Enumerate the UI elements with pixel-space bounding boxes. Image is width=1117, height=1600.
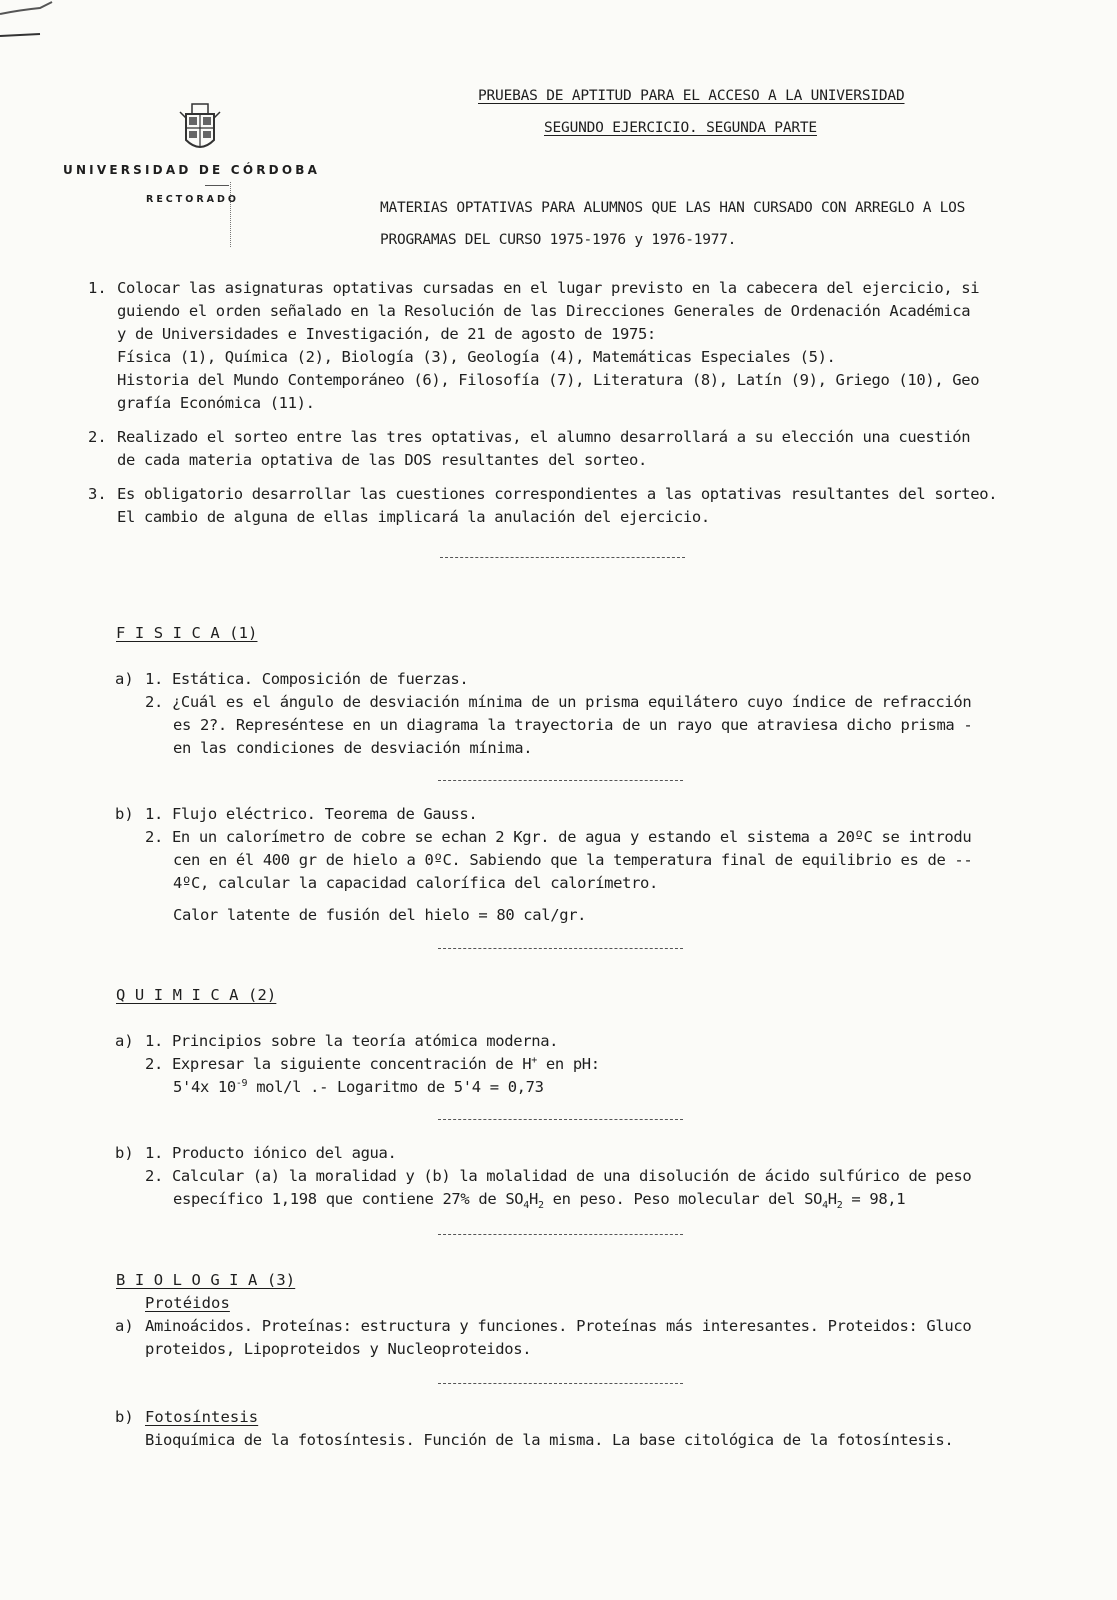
instruction-line: grafía Económica (11).	[117, 394, 315, 412]
item-label: a)	[115, 670, 134, 688]
instruction-line: Historia del Mundo Contemporáneo (6), Filosofía (7), Literatura (8), Latín (9), Griego (10), Geo	[117, 371, 980, 389]
question-line: proteidos, Lipoproteidos y Nucleoproteidos.	[145, 1340, 532, 1358]
section-heading-fisica: F I S I C A (1)	[116, 624, 258, 642]
question-line: 1. Principios sobre la teoría atómica moderna.	[145, 1032, 559, 1050]
question-line: Bioquímica de la fotosíntesis. Función de la misma. La base citológica de la fotosíntesis.	[145, 1431, 954, 1449]
question-line: es 2?. Represéntese en un diagrama la trayectoria de un rayo que atraviesa dicho prisma -	[173, 716, 973, 734]
instruction-number: 2.	[88, 428, 107, 446]
instruction-line: y de Universidades e Investigación, de 21 de agosto de 1975:	[117, 325, 656, 343]
university-name: UNIVERSIDAD DE CÓRDOBA	[63, 163, 321, 177]
subheading: Protéidos	[145, 1294, 230, 1312]
university-crest-icon	[178, 102, 222, 156]
item-label: a)	[115, 1317, 134, 1335]
instruction-line: Realizado el sorteo entre las tres optativas, el alumno desarrollará a su elección una cuestión	[117, 428, 971, 446]
item-label: b)	[115, 1408, 134, 1426]
question-line: cen en él 400 gr de hielo a 0ºC. Sabiendo que la temperatura final de equilibrio es de --	[173, 851, 973, 869]
question-note: Calor latente de fusión del hielo = 80 cal/gr.	[173, 906, 587, 924]
instruction-number: 1.	[88, 279, 107, 297]
question-line: 2. Calcular (a) la moralidad y (b) la molalidad de una disolución de ácido sulfúrico de peso	[145, 1167, 972, 1185]
subheading: Fotosíntesis	[145, 1408, 259, 1426]
instruction-line: de cada materia optativa de las DOS resultantes del sorteo.	[117, 451, 647, 469]
item-label: b)	[115, 805, 134, 823]
divider	[438, 948, 683, 949]
question-line: 5'4x $10^{-9}$ mol/l .- Logaritmo de 5'4 = 0,73	[173, 1078, 544, 1097]
section-heading-biologia: B I O L O G I A (3)	[116, 1271, 296, 1289]
divider	[230, 182, 231, 247]
section-heading-quimica: Q U I M I C A (2)	[116, 986, 277, 1004]
instruction-number: 3.	[88, 485, 107, 503]
question-line: 1. Estática. Composición de fuerzas.	[145, 670, 469, 688]
materias-heading-2: PROGRAMAS DEL CURSO 1975-1976 y 1976-1977.	[380, 232, 737, 248]
question-line: Aminoácidos. Proteínas: estructura y funciones. Proteínas más interesantes. Proteidos: Gluco	[145, 1317, 972, 1335]
instruction-line: Es obligatorio desarrollar las cuestiones correspondientes a las optativas resultantes del sorteo.	[117, 485, 998, 503]
item-label: b)	[115, 1144, 134, 1162]
scan-artifact	[0, 0, 60, 40]
question-line: 2. Expresar la siguiente concentración de H+ en pH:	[145, 1055, 600, 1074]
item-label: a)	[115, 1032, 134, 1050]
page-subtitle: SEGUNDO EJERCICIO. SEGUNDA PARTE	[544, 120, 817, 136]
question-line: específico 1,198 que contiene 27% de $SO_4H_2$ en peso. Peso molecular del $SO_4H_2 = 98,1$	[173, 1190, 906, 1212]
divider	[438, 1383, 683, 1384]
rectorado-label: RECTORADO	[146, 194, 239, 205]
materias-heading: MATERIAS OPTATIVAS PARA ALUMNOS QUE LAS HAN CURSADO CON ARREGLO A LOS	[380, 200, 966, 216]
question-line: 1. Producto iónico del agua.	[145, 1144, 397, 1162]
divider	[438, 1119, 683, 1120]
question-line: 2. ¿Cuál es el ángulo de desviación mínima de un prisma equilátero cuyo índice de refracción	[145, 693, 972, 711]
page-title: PRUEBAS DE APTITUD PARA EL ACCESO A LA UNIVERSIDAD	[478, 88, 905, 104]
question-line: 2. En un calorímetro de cobre se echan 2 Kgr. de agua y estando el sistema a 20ºC se introdu	[145, 828, 972, 846]
divider	[440, 557, 685, 558]
divider	[438, 780, 683, 781]
question-line: en las condiciones de desviación mínima.	[173, 739, 533, 757]
question-line: 1. Flujo eléctrico. Teorema de Gauss.	[145, 805, 478, 823]
divider	[205, 185, 229, 186]
question-line: 4ºC, calcular la capacidad calorífica del calorímetro.	[173, 874, 659, 892]
divider	[438, 1234, 683, 1235]
instruction-line: guiendo el orden señalado en la Resolución de las Direcciones Generales de Ordenación Académica	[117, 302, 971, 320]
instruction-line: Colocar las asignaturas optativas cursadas en el lugar previsto en la cabecera del ejercicio, si	[117, 279, 980, 297]
instruction-line: Física (1), Química (2), Biología (3), Geología (4), Matemáticas Especiales (5).	[117, 348, 836, 366]
instruction-line: El cambio de alguna de ellas implicará la anulación del ejercicio.	[117, 508, 710, 526]
